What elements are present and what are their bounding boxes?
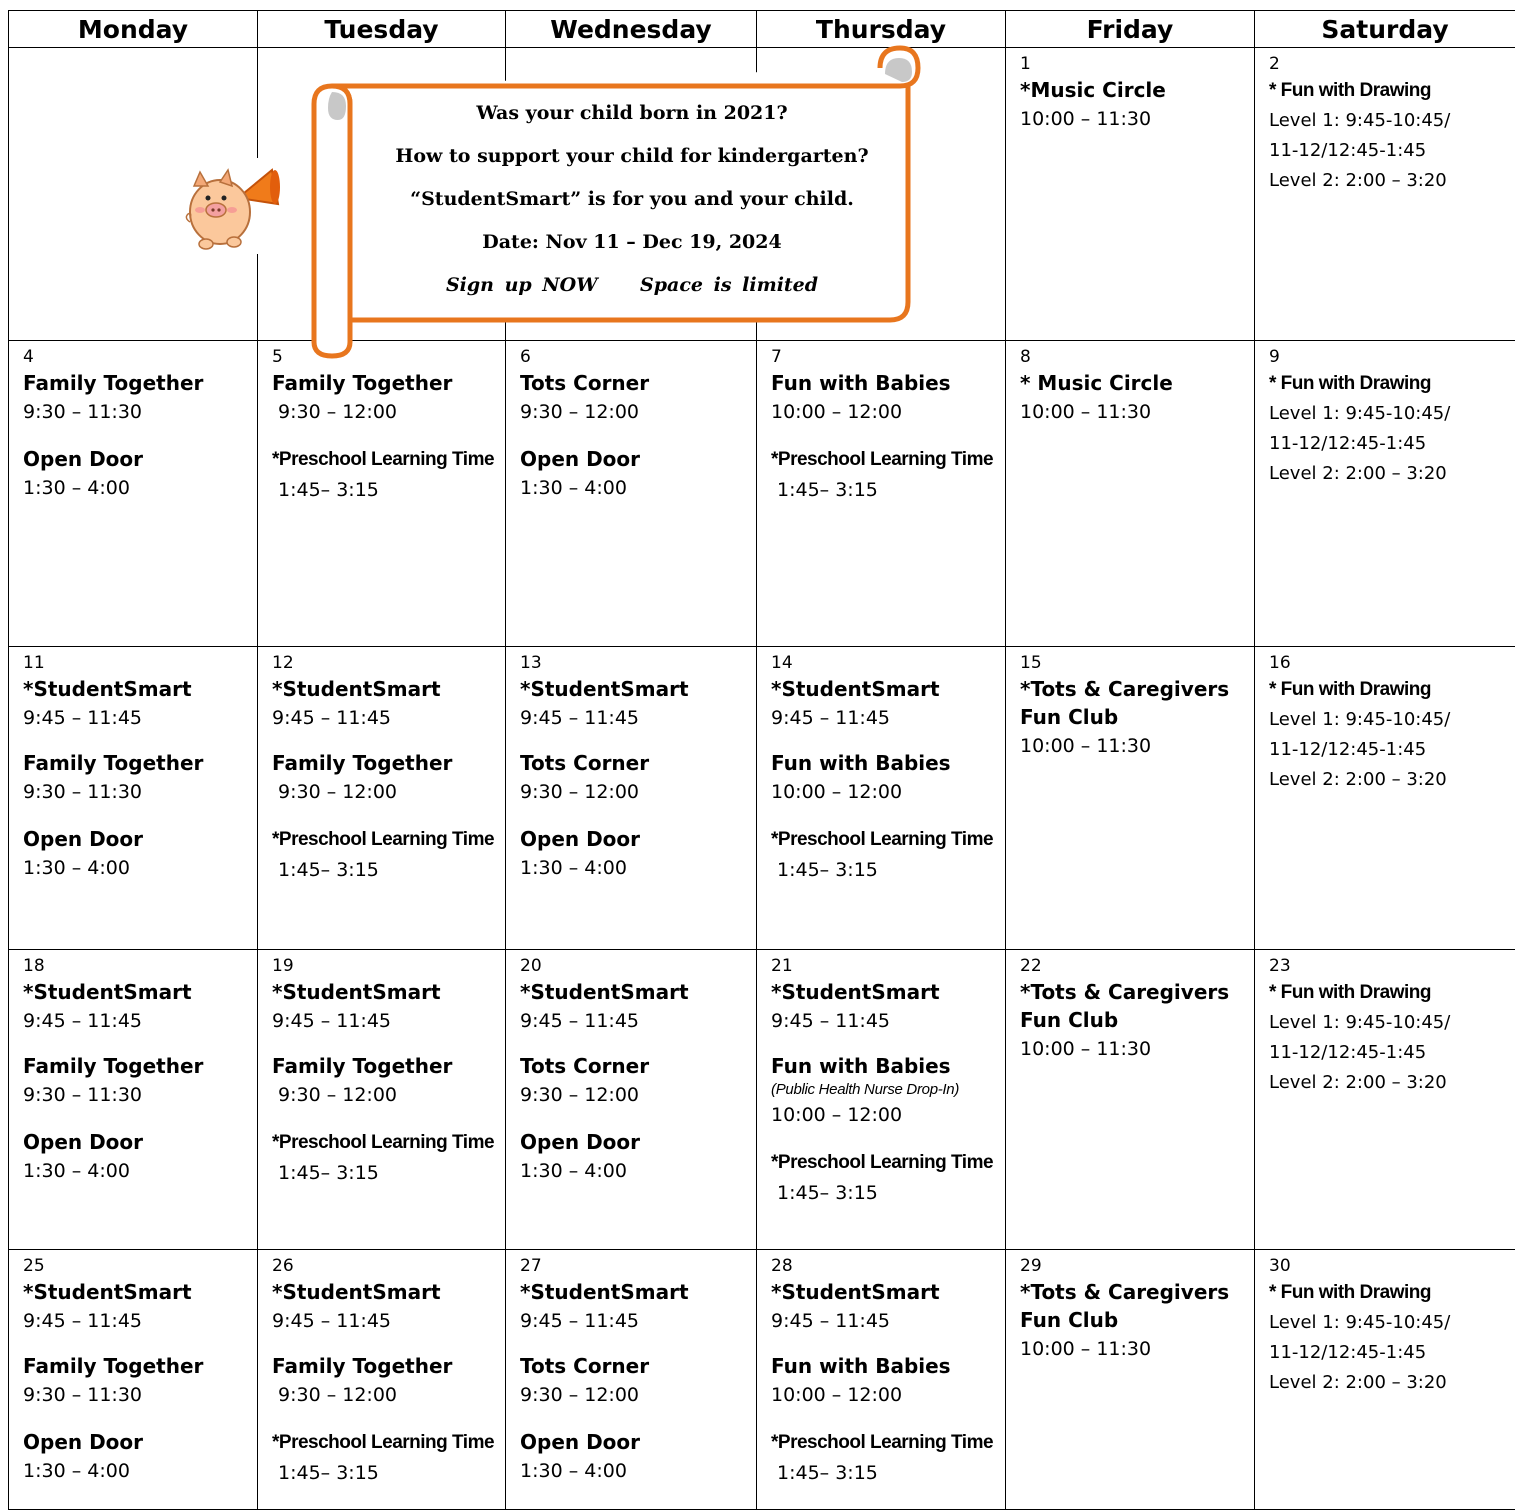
event-time: Level 1: 9:45-10:45/ — [1269, 106, 1515, 136]
event-title: *StudentSmart — [771, 675, 1005, 703]
event-title: *StudentSmart — [23, 1278, 257, 1306]
day-cell — [506, 647, 757, 950]
event-time: 9:45 – 11:45 — [23, 1306, 257, 1336]
kindergarten-promo-banner — [310, 44, 922, 360]
event-time: 9:45 – 11:45 — [520, 703, 756, 733]
event-title: Open Door — [520, 1128, 756, 1156]
event-title: *StudentSmart — [520, 675, 756, 703]
event-time: 9:45 – 11:45 — [771, 703, 1005, 733]
date-number: 25 — [23, 1254, 257, 1278]
event-time: Level 1: 9:45-10:45/ — [1269, 705, 1515, 735]
event-time: 11-12/12:45-1:45 — [1269, 1338, 1515, 1368]
day-cell — [506, 1250, 757, 1510]
day-cell — [1006, 1250, 1255, 1510]
header-friday: Friday — [1006, 11, 1255, 48]
event-title: Family Together — [23, 369, 257, 397]
date-number: 15 — [1020, 651, 1254, 675]
day-cell — [757, 647, 1006, 950]
event-title: * Fun with Drawing — [1269, 1278, 1515, 1308]
event-time: 10:00 – 11:30 — [1020, 397, 1254, 427]
day-cell — [1006, 341, 1255, 647]
event-time: 9:30 – 12:00 — [520, 1080, 756, 1110]
event-time: 10:00 – 11:30 — [1020, 1334, 1254, 1364]
event-title: Open Door — [23, 1128, 257, 1156]
day-cell — [1006, 647, 1255, 950]
banner-cta — [352, 264, 912, 307]
event-time: 9:30 – 11:30 — [23, 1080, 257, 1110]
event-note: (Public Health Nurse Drop-In) — [771, 1080, 1005, 1100]
event-title: *StudentSmart — [272, 1278, 505, 1306]
week-row — [9, 341, 1515, 647]
date-number: 1 — [1020, 52, 1254, 76]
header-monday: Monday — [9, 11, 258, 48]
event-title: Fun with Babies — [771, 749, 1005, 777]
event-title: Tots Corner — [520, 1352, 756, 1380]
event-title: Fun Club — [1020, 703, 1254, 731]
date-number: 30 — [1269, 1254, 1515, 1278]
event-time: 9:45 – 11:45 — [23, 703, 257, 733]
event-time: 9:30 – 12:00 — [520, 777, 756, 807]
date-number: 26 — [272, 1254, 505, 1278]
date-number: 9 — [1269, 345, 1515, 369]
event-time: Level 2: 2:00 – 3:20 — [1269, 166, 1515, 196]
date-number: 20 — [520, 954, 756, 978]
event-title: *Music Circle — [1020, 76, 1254, 104]
banner-date: Date: Nov 11 – Dec 19, 2024 — [352, 221, 912, 264]
event-time: 1:45– 3:15 — [272, 855, 505, 885]
day-cell — [1255, 950, 1515, 1250]
event-time: 9:45 – 11:45 — [272, 1306, 505, 1336]
date-number: 19 — [272, 954, 505, 978]
weekday-header-row — [9, 11, 1515, 48]
event-title: *StudentSmart — [520, 1278, 756, 1306]
event-title: *Preschool Learning Time — [771, 1148, 1005, 1178]
event-title: Family Together — [23, 1352, 257, 1380]
date-number: 13 — [520, 651, 756, 675]
event-title: *Tots & Caregivers — [1020, 978, 1254, 1006]
date-number: 29 — [1020, 1254, 1254, 1278]
banner-line: “StudentSmart” is for you and your child. — [352, 178, 912, 221]
event-time: 1:30 – 4:00 — [23, 853, 257, 883]
date-number: 16 — [1269, 651, 1515, 675]
date-number: 14 — [771, 651, 1005, 675]
event-time: 9:30 – 12:00 — [272, 1380, 505, 1410]
event-time: 1:45– 3:15 — [272, 1158, 505, 1188]
event-title: Tots Corner — [520, 749, 756, 777]
event-title: Family Together — [272, 1052, 505, 1080]
banner-line: How to support your child for kindergarten? — [352, 135, 912, 178]
date-number: 18 — [23, 954, 257, 978]
header-tuesday: Tuesday — [258, 11, 506, 48]
date-number: 6 — [520, 345, 756, 369]
event-title: *StudentSmart — [771, 978, 1005, 1006]
day-cell — [1255, 341, 1515, 647]
event-title: Open Door — [520, 445, 756, 473]
day-cell — [9, 341, 258, 647]
event-time: 9:45 – 11:45 — [272, 703, 505, 733]
event-time: Level 2: 2:00 – 3:20 — [1269, 459, 1515, 489]
event-time: 10:00 – 12:00 — [771, 397, 1005, 427]
day-cell — [258, 647, 506, 950]
event-time: 1:30 – 4:00 — [23, 473, 257, 503]
event-time: 10:00 – 12:00 — [771, 777, 1005, 807]
event-time: 1:45– 3:15 — [272, 1458, 505, 1488]
event-time: 9:45 – 11:45 — [771, 1306, 1005, 1336]
header-wednesday: Wednesday — [506, 11, 757, 48]
day-cell — [757, 1250, 1006, 1510]
date-number: 8 — [1020, 345, 1254, 369]
event-time: 11-12/12:45-1:45 — [1269, 136, 1515, 166]
day-cell — [9, 1250, 258, 1510]
event-title: *Preschool Learning Time — [272, 445, 505, 475]
week-row — [9, 1250, 1515, 1510]
event-time: Level 1: 9:45-10:45/ — [1269, 399, 1515, 429]
event-time: 1:30 – 4:00 — [520, 853, 756, 883]
event-time: Level 1: 9:45-10:45/ — [1269, 1308, 1515, 1338]
event-time: 9:45 – 11:45 — [520, 1306, 756, 1336]
day-cell — [506, 341, 757, 647]
event-title: Fun with Babies — [771, 369, 1005, 397]
day-cell — [9, 647, 258, 950]
week-row — [9, 647, 1515, 950]
event-time: 10:00 – 11:30 — [1020, 731, 1254, 761]
event-time: 9:45 – 11:45 — [771, 1006, 1005, 1036]
event-title: Tots Corner — [520, 1052, 756, 1080]
pig-with-megaphone-icon — [184, 158, 284, 254]
header-thursday: Thursday — [757, 11, 1006, 48]
event-time: 10:00 – 11:30 — [1020, 104, 1254, 134]
event-title: *Tots & Caregivers — [1020, 1278, 1254, 1306]
day-cell — [9, 950, 258, 1250]
event-title: Open Door — [23, 445, 257, 473]
event-title: *Preschool Learning Time — [272, 1128, 505, 1158]
event-time: 9:30 – 11:30 — [23, 1380, 257, 1410]
banner-text — [352, 92, 912, 307]
date-number: 23 — [1269, 954, 1515, 978]
event-time: 11-12/12:45-1:45 — [1269, 735, 1515, 765]
day-cell — [258, 950, 506, 1250]
day-cell — [1006, 950, 1255, 1250]
event-time: 9:45 – 11:45 — [272, 1006, 505, 1036]
date-number: 11 — [23, 651, 257, 675]
event-time: Level 2: 2:00 – 3:20 — [1269, 1068, 1515, 1098]
event-title: *Preschool Learning Time — [272, 1428, 505, 1458]
event-time: 11-12/12:45-1:45 — [1269, 429, 1515, 459]
event-time: 10:00 – 12:00 — [771, 1380, 1005, 1410]
event-time: 9:30 – 12:00 — [520, 1380, 756, 1410]
event-title: Family Together — [23, 749, 257, 777]
day-cell — [506, 950, 757, 1250]
signup-text: Sign up NOW — [446, 274, 598, 296]
event-title: *StudentSmart — [23, 978, 257, 1006]
event-time: 9:30 – 12:00 — [272, 777, 505, 807]
event-time: 9:30 – 12:00 — [272, 1080, 505, 1110]
event-title: Family Together — [272, 1352, 505, 1380]
event-time: 11-12/12:45-1:45 — [1269, 1038, 1515, 1068]
event-title: Open Door — [23, 1428, 257, 1456]
event-title: *Preschool Learning Time — [771, 825, 1005, 855]
event-time: 1:30 – 4:00 — [520, 1156, 756, 1186]
event-time: 1:45– 3:15 — [771, 1178, 1005, 1208]
date-number: 27 — [520, 1254, 756, 1278]
event-time: 10:00 – 11:30 — [1020, 1034, 1254, 1064]
day-cell — [1006, 48, 1255, 341]
event-title: Fun with Babies — [771, 1052, 1005, 1080]
event-time: 9:45 – 11:45 — [520, 1006, 756, 1036]
event-title: Fun Club — [1020, 1006, 1254, 1034]
event-time: 1:45– 3:15 — [771, 855, 1005, 885]
week-row — [9, 950, 1515, 1250]
event-title: Family Together — [272, 369, 505, 397]
event-time: 9:30 – 12:00 — [520, 397, 756, 427]
event-title: * Fun with Drawing — [1269, 369, 1515, 399]
event-title: * Fun with Drawing — [1269, 675, 1515, 705]
event-title: Open Door — [520, 1428, 756, 1456]
event-title: *Preschool Learning Time — [771, 1428, 1005, 1458]
event-time: 9:30 – 12:00 — [272, 397, 505, 427]
event-time: 1:30 – 4:00 — [23, 1156, 257, 1186]
day-cell — [757, 950, 1006, 1250]
date-number: 28 — [771, 1254, 1005, 1278]
event-title: *StudentSmart — [272, 978, 505, 1006]
event-time: 1:45– 3:15 — [771, 1458, 1005, 1488]
event-title: Fun with Babies — [771, 1352, 1005, 1380]
event-title: *Preschool Learning Time — [272, 825, 505, 855]
event-title: *Tots & Caregivers — [1020, 675, 1254, 703]
event-title: * Fun with Drawing — [1269, 76, 1515, 106]
event-time: 9:45 – 11:45 — [23, 1006, 257, 1036]
event-time: 10:00 – 12:00 — [771, 1100, 1005, 1130]
day-cell — [258, 341, 506, 647]
date-number: 5 — [272, 345, 505, 369]
event-time: 1:45– 3:15 — [771, 475, 1005, 505]
event-title: *StudentSmart — [272, 675, 505, 703]
event-time: 1:30 – 4:00 — [520, 473, 756, 503]
day-cell — [1255, 647, 1515, 950]
date-number: 22 — [1020, 954, 1254, 978]
event-time: 1:45– 3:15 — [272, 475, 505, 505]
date-number: 4 — [23, 345, 257, 369]
day-cell — [258, 1250, 506, 1510]
event-time: 1:30 – 4:00 — [23, 1456, 257, 1486]
event-time: 1:30 – 4:00 — [520, 1456, 756, 1486]
day-cell — [757, 341, 1006, 647]
event-title: Family Together — [23, 1052, 257, 1080]
event-time: 9:30 – 11:30 — [23, 777, 257, 807]
event-title: Open Door — [23, 825, 257, 853]
space-limited-text: Space is limited — [640, 274, 818, 296]
event-title: * Music Circle — [1020, 369, 1254, 397]
event-time: 9:30 – 11:30 — [23, 397, 257, 427]
day-cell — [1255, 48, 1515, 341]
date-number: 7 — [771, 345, 1005, 369]
event-title: Family Together — [272, 749, 505, 777]
day-cell — [1255, 1250, 1515, 1510]
event-title: Open Door — [520, 825, 756, 853]
event-time: Level 1: 9:45-10:45/ — [1269, 1008, 1515, 1038]
event-title: *StudentSmart — [520, 978, 756, 1006]
date-number: 12 — [272, 651, 505, 675]
event-title: * Fun with Drawing — [1269, 978, 1515, 1008]
date-number: 2 — [1269, 52, 1515, 76]
date-number: 21 — [771, 954, 1005, 978]
event-title: *StudentSmart — [771, 1278, 1005, 1306]
banner-line: Was your child born in 2021? — [352, 92, 912, 135]
header-saturday: Saturday — [1255, 11, 1515, 48]
event-title: Tots Corner — [520, 369, 756, 397]
event-title: *Preschool Learning Time — [771, 445, 1005, 475]
event-title: Fun Club — [1020, 1306, 1254, 1334]
event-time: Level 2: 2:00 – 3:20 — [1269, 1368, 1515, 1398]
event-time: Level 2: 2:00 – 3:20 — [1269, 765, 1515, 795]
event-title: *StudentSmart — [23, 675, 257, 703]
